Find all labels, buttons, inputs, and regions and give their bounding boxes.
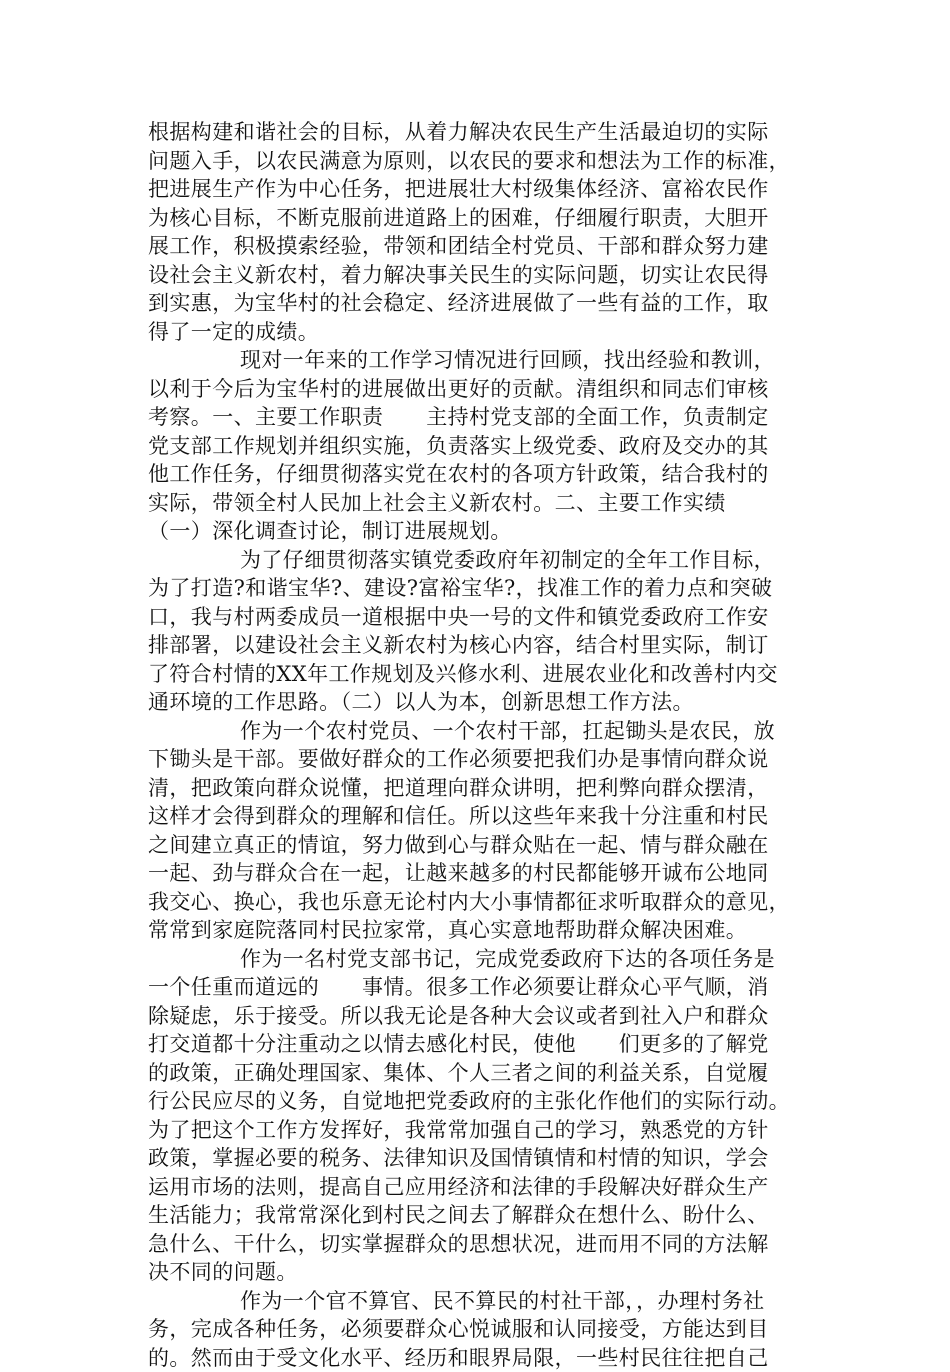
text-line: 一起、劲与群众合在一起，让越来越多的村民都能够开诚布公地同 (148, 859, 808, 888)
text-line: 下锄头是干部。要做好群众的工作必须要把我们办是事情向群众说 (148, 745, 808, 774)
text-line: 通环境的工作思路。（二）以人为本，创新思想工作方法。 (148, 688, 808, 717)
text-line: 一个任重而道远的 事情。很多工作必须要让群众心平气顺，消 (148, 973, 808, 1002)
document-page (148, 118, 808, 1372)
text-line: 生活能力；我常常深化到村民之间去了解群众在想什么、盼什么、 (148, 1201, 808, 1230)
text-line: 考察。一、主要工作职责 主持村党支部的全面工作，负责制定 (148, 403, 808, 432)
paragraph-first-line: 为了仔细贯彻落实镇党委政府年初制定的全年工作目标， (148, 546, 808, 575)
text-line: （一）深化调查讨论，制订进展规划。 (148, 517, 808, 546)
text-line: 急什么、干什么，切实掌握群众的思想状况，进而用不同的方法解 (148, 1230, 808, 1259)
text-line: 政策，掌握必要的税务、法律知识及国情镇情和村情的知识，学会 (148, 1144, 808, 1173)
text-line: 行公民应尽的义务，自觉地把党委政府的主张化作他们的实际行动。 (148, 1087, 808, 1116)
text-line: 党支部工作规划并组织实施，负责落实上级党委、政府及交办的其 (148, 432, 808, 461)
text-line: 把进展生产作为中心任务，把进展壮大村级集体经济、富裕农民作 (148, 175, 808, 204)
text-line: 展工作，积极摸索经验，带领和团结全村党员、干部和群众努力建 (148, 232, 808, 261)
text-line: 除疑虑，乐于接受。所以我无论是各种大会议或者到社入户和群众 (148, 1002, 808, 1031)
text-line: 决不同的问题。 (148, 1258, 808, 1287)
text-line: 他工作任务，仔细贯彻落实党在农村的各项方针政策，结合我村的 (148, 460, 808, 489)
text-line: 实际，带领全村人民加上社会主义新农村。二、主要工作实绩 (148, 489, 808, 518)
text-line: 务，完成各种任务，必须要群众心悦诚服和认同接受，方能达到目 (148, 1315, 808, 1344)
paragraph-first-line: 现对一年来的工作学习情况进行回顾，找出经验和教训， (148, 346, 808, 375)
text-line: 的。然而由于受文化水平、经历和眼界局限，一些村民往往把自己 (148, 1344, 808, 1372)
text-line: 问题入手，以农民满意为原则，以农民的要求和想法为工作的标准， (148, 147, 808, 176)
text-line: 得了一定的成绩。 (148, 318, 808, 347)
text-line: 为了把这个工作方发挥好，我常常加强自己的学习，熟悉党的方针 (148, 1116, 808, 1145)
paragraph-first-line: 作为一个农村党员、一个农村干部，扛起锄头是农民，放 (148, 717, 808, 746)
text-line: 这样才会得到群众的理解和信任。所以这些年来我十分注重和村民 (148, 802, 808, 831)
text-line: 清，把政策向群众说懂，把道理向群众讲明，把利弊向群众摆清， (148, 774, 808, 803)
paragraph-first-line: 作为一个官不算官、民不算民的村社干部，，办理村务社 (148, 1287, 808, 1316)
text-line: 设社会主义新农村，着力解决事关民生的实际问题，切实让农民得 (148, 261, 808, 290)
text-line: 到实惠，为宝华村的社会稳定、经济进展做了一些有益的工作，取 (148, 289, 808, 318)
text-line: 我交心、换心，我也乐意无论村内大小事情都征求听取群众的意见， (148, 888, 808, 917)
text-line: 排部署，以建设社会主义新农村为核心内容，结合村里实际，制订 (148, 631, 808, 660)
text-line: 常常到家庭院落同村民拉家常，真心实意地帮助群众解决困难。 (148, 916, 808, 945)
text-line: 了符合村情的XX年工作规划及兴修水利、进展农业化和改善村内交 (148, 660, 808, 689)
text-line: 根据构建和谐社会的目标，从着力解决农民生产生活最迫切的实际 (148, 118, 808, 147)
text-line: 运用市场的法则，提高自己应用经济和法律的手段解决好群众生产 (148, 1173, 808, 1202)
text-line: 之间建立真正的情谊，努力做到心与群众贴在一起、情与群众融在 (148, 831, 808, 860)
text-line: 为了打造?和谐宝华?、建设?富裕宝华?，找准工作的着力点和突破 (148, 574, 808, 603)
text-line: 为核心目标，不断克服前进道路上的困难，仔细履行职责，大胆开 (148, 204, 808, 233)
text-line: 以利于今后为宝华村的进展做出更好的贡献。清组织和同志们审核 (148, 375, 808, 404)
text-line: 打交道都十分注重动之以情去感化村民，使他 们更多的了解党 (148, 1030, 808, 1059)
text-line: 的政策，正确处理国家、集体、个人三者之间的利益关系，自觉履 (148, 1059, 808, 1088)
text-line: 口，我与村两委成员一道根据中央一号的文件和镇党委政府工作安 (148, 603, 808, 632)
paragraph-first-line: 作为一名村党支部书记，完成党委政府下达的各项任务是 (148, 945, 808, 974)
